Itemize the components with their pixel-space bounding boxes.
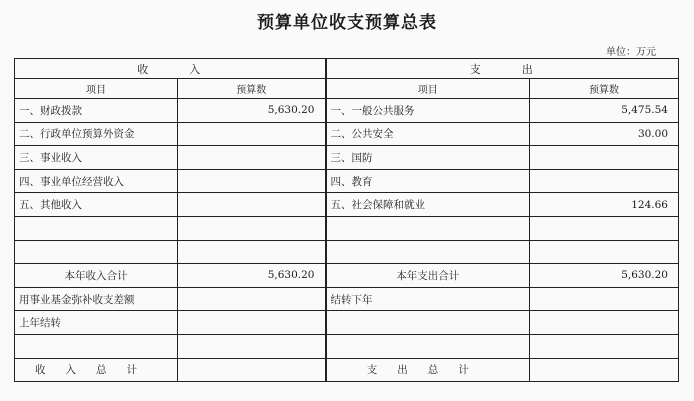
income-adjust-amount	[178, 311, 326, 335]
expense-subtotal-amount: 5,630.20	[530, 264, 679, 288]
income-adjust-item: 上年结转	[15, 311, 178, 335]
table-row	[15, 216, 679, 240]
expense-adjust-amount	[530, 334, 679, 358]
income-budget-column-header: 预算数	[178, 79, 326, 99]
income-item-cell	[15, 240, 178, 264]
income-amount-cell	[178, 216, 326, 240]
expense-total-label: 支出总计	[326, 358, 530, 382]
adjustment-row	[15, 287, 679, 311]
income-subtotal-amount: 5,630.20	[178, 264, 326, 288]
expense-adjust-item: 结转下年	[326, 287, 530, 311]
income-subtotal-label: 本年收入合计	[15, 264, 178, 288]
income-item-column-header: 项目	[15, 79, 178, 99]
expense-amount-cell: 30.00	[530, 122, 679, 146]
income-total-amount	[178, 358, 326, 382]
expense-budget-column-header: 预算数	[530, 79, 679, 99]
expense-item-cell: 五、社会保障和就业	[326, 193, 530, 217]
income-item-cell: 五、其他收入	[15, 193, 178, 217]
table-row	[15, 169, 679, 193]
income-amount-cell	[178, 169, 326, 193]
income-adjust-item	[15, 334, 178, 358]
expense-item-cell: 三、国防	[326, 146, 530, 170]
income-adjust-amount	[178, 287, 326, 311]
expense-adjust-item	[326, 334, 530, 358]
income-total-label: 收入总计	[15, 358, 178, 382]
expense-adjust-amount	[530, 311, 679, 335]
income-amount-cell	[178, 146, 326, 170]
expense-amount-cell	[530, 146, 679, 170]
income-adjust-amount	[178, 334, 326, 358]
expense-total-amount	[530, 358, 679, 382]
expense-amount-cell: 5,475.54	[530, 99, 679, 123]
total-row	[15, 358, 679, 382]
table-row	[15, 122, 679, 146]
expense-amount-cell	[530, 240, 679, 264]
table-row	[15, 193, 679, 217]
expense-item-cell	[326, 240, 530, 264]
income-adjust-item: 用事业基金弥补收支差额	[15, 287, 178, 311]
expense-amount-cell	[530, 169, 679, 193]
expense-item-cell: 一、一般公共服务	[326, 99, 530, 123]
expense-amount-cell: 124.66	[530, 193, 679, 217]
income-item-cell: 三、事业收入	[15, 146, 178, 170]
income-item-cell	[15, 216, 178, 240]
income-section-header: 收 入	[15, 59, 326, 79]
adjustment-row	[15, 334, 679, 358]
income-item-cell: 一、财政拨款	[15, 99, 178, 123]
income-amount-cell	[178, 122, 326, 146]
income-amount-cell	[178, 193, 326, 217]
income-amount-cell	[178, 240, 326, 264]
expense-adjust-amount	[530, 287, 679, 311]
income-amount-cell: 5,630.20	[178, 99, 326, 123]
adjustment-row	[15, 311, 679, 335]
column-header-row	[15, 79, 679, 99]
income-item-cell: 四、事业单位经营收入	[15, 169, 178, 193]
expense-item-cell: 二、公共安全	[326, 122, 530, 146]
expense-adjust-item	[326, 311, 530, 335]
expense-amount-cell	[530, 216, 679, 240]
subtotal-row	[15, 264, 679, 288]
budget-summary-table	[14, 58, 679, 382]
page-title: 预算单位收支预算总表	[257, 13, 437, 33]
income-item-cell: 二、行政单位预算外资金	[15, 122, 178, 146]
unit-label: 单位：万元	[606, 47, 656, 58]
expense-item-column-header: 项目	[326, 79, 530, 99]
section-header-row	[15, 59, 679, 79]
table-row	[15, 146, 679, 170]
expense-section-header: 支 出	[326, 59, 679, 79]
table-row	[15, 99, 679, 123]
expense-item-cell	[326, 216, 530, 240]
expense-subtotal-label: 本年支出合计	[326, 264, 530, 288]
table-row	[15, 240, 679, 264]
expense-item-cell: 四、教育	[326, 169, 530, 193]
